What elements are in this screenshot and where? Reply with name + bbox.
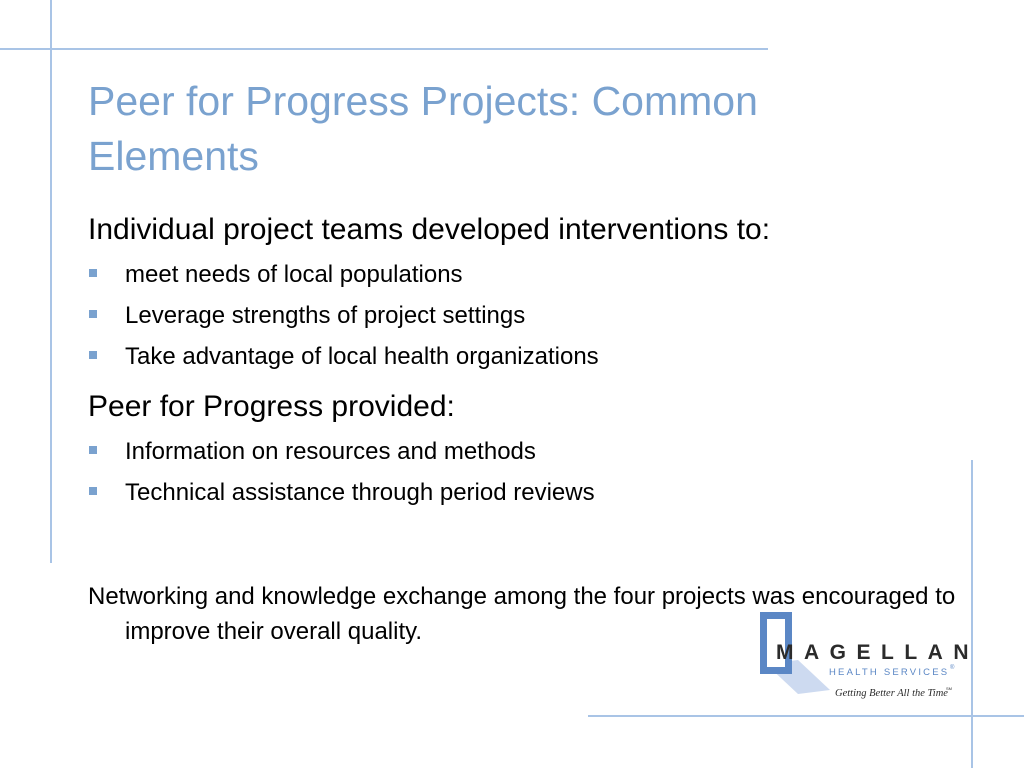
list-item <box>88 472 948 513</box>
interventions-list <box>88 254 948 377</box>
list-item <box>88 295 948 336</box>
list-item <box>88 254 948 295</box>
magellan-logo <box>758 610 979 702</box>
square-bullet-icon <box>89 487 97 495</box>
logo-registered-mark: ® <box>950 665 955 671</box>
logo-name: MAGELLAN <box>776 641 979 664</box>
square-bullet-icon <box>89 310 97 318</box>
list-item <box>88 431 948 472</box>
section-heading-interventions: Individual project teams developed interventions to: <box>88 213 771 246</box>
list-item-text: Leverage strengths of project settings <box>125 302 526 329</box>
logo-tagline-mark: SM <box>946 686 952 691</box>
section-heading-provided: Peer for Progress provided: <box>88 390 455 423</box>
logo-tagline: Getting Better All the Time <box>835 688 948 699</box>
list-item-text: meet needs of local populations <box>125 261 463 288</box>
list-item-text: Information on resources and methods <box>125 438 536 465</box>
logo-subtitle: HEALTH SERVICES <box>829 667 950 678</box>
slide-title: Peer for Progress Projects: Common Elements <box>88 78 758 179</box>
square-bullet-icon <box>89 269 97 277</box>
square-bullet-icon <box>89 351 97 359</box>
square-bullet-icon <box>89 446 97 454</box>
closing-paragraph: Networking and knowledge exchange among the four projects was encouraged to improve their overall quality. <box>88 583 956 645</box>
top-horizontal-rule <box>0 48 768 50</box>
provided-list <box>88 431 948 513</box>
list-item-text: Technical assistance through period reviews <box>125 479 595 506</box>
slide-body <box>88 210 948 513</box>
list-item-text: Take advantage of local health organizations <box>125 343 599 370</box>
list-item <box>88 336 948 377</box>
left-vertical-rule <box>50 0 52 563</box>
bottom-horizontal-rule <box>588 715 1024 717</box>
